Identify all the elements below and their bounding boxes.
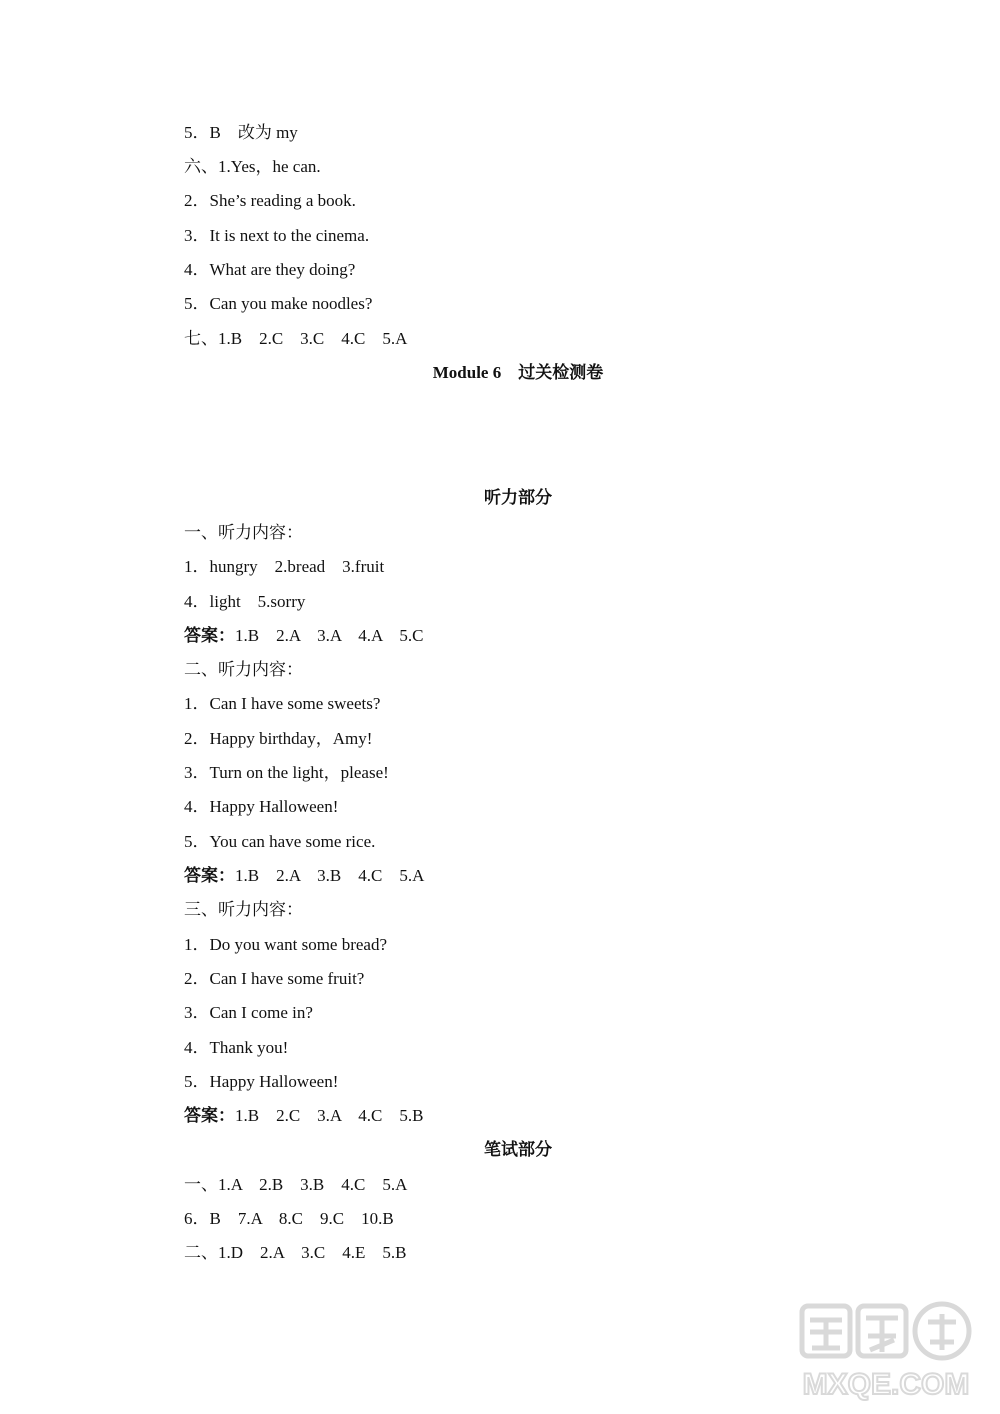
written-answer-line: 一、1.A 2.B 3.B 4.C 5.A: [184, 1175, 408, 1194]
answer-values: 1.B 2.C 3.A 4.C 5.B: [235, 1106, 424, 1125]
watermark-text: MXQE.COM: [802, 1368, 970, 1401]
answer-line: 5．B 改为 my: [184, 123, 298, 142]
written-answer-line: 6．B 7.A 8.C 9.C 10.B: [184, 1209, 394, 1228]
question-heading: 二、听力内容：: [184, 660, 303, 679]
listening-line: 2．Can I have some fruit?: [184, 969, 365, 988]
module-title: Module 6 过关检测卷: [432, 363, 604, 382]
question-heading: 一、听力内容：: [184, 523, 303, 542]
answer-key-line: [184, 1106, 423, 1126]
listening-line: 3．Can I come in?: [184, 1003, 313, 1022]
answer-line: 六、1.Yes，he can.: [184, 157, 321, 176]
listening-line: 5．Happy Halloween!: [184, 1072, 339, 1091]
watermark-logo: [786, 1298, 986, 1408]
answer-key-line: [184, 626, 423, 646]
listening-line: 4．Thank you!: [184, 1038, 289, 1057]
answer-key-line: [184, 866, 424, 886]
question-heading: 三、听力内容：: [184, 900, 303, 919]
listening-line: 4．light 5.sorry: [184, 592, 306, 611]
listening-line: 4．Happy Halloween!: [184, 797, 339, 816]
listening-line: 1．Do you want some bread?: [184, 935, 388, 954]
listening-line: 5．You can have some rice.: [184, 832, 376, 851]
answer-label: 答案：: [184, 1106, 235, 1125]
listening-line: 1．Can I have some sweets?: [184, 694, 381, 713]
answer-line: 4．What are they doing?: [184, 260, 356, 279]
listening-line: 2．Happy birthday，Amy!: [184, 729, 373, 748]
listening-section-title: 听力部分: [484, 488, 552, 507]
listening-line: 1．hungry 2.bread 3.fruit: [184, 557, 385, 576]
answer-line: 5．Can you make noodles?: [184, 294, 373, 313]
answer-line: 七、1.B 2.C 3.C 4.C 5.A: [184, 329, 408, 348]
answer-label: 答案：: [184, 866, 235, 885]
answer-line: 2．She’s reading a book.: [184, 191, 356, 210]
answer-values: 1.B 2.A 3.A 4.A 5.C: [235, 626, 424, 645]
answer-line: 3．It is next to the cinema.: [184, 226, 370, 245]
answer-values: 1.B 2.A 3.B 4.C 5.A: [235, 866, 425, 885]
answer-label: 答案：: [184, 626, 235, 645]
listening-line: 3．Turn on the light，please!: [184, 763, 389, 782]
written-section-title: 笔试部分: [484, 1140, 552, 1159]
written-answer-line: 二、1.D 2.A 3.C 4.E 5.B: [184, 1243, 407, 1262]
